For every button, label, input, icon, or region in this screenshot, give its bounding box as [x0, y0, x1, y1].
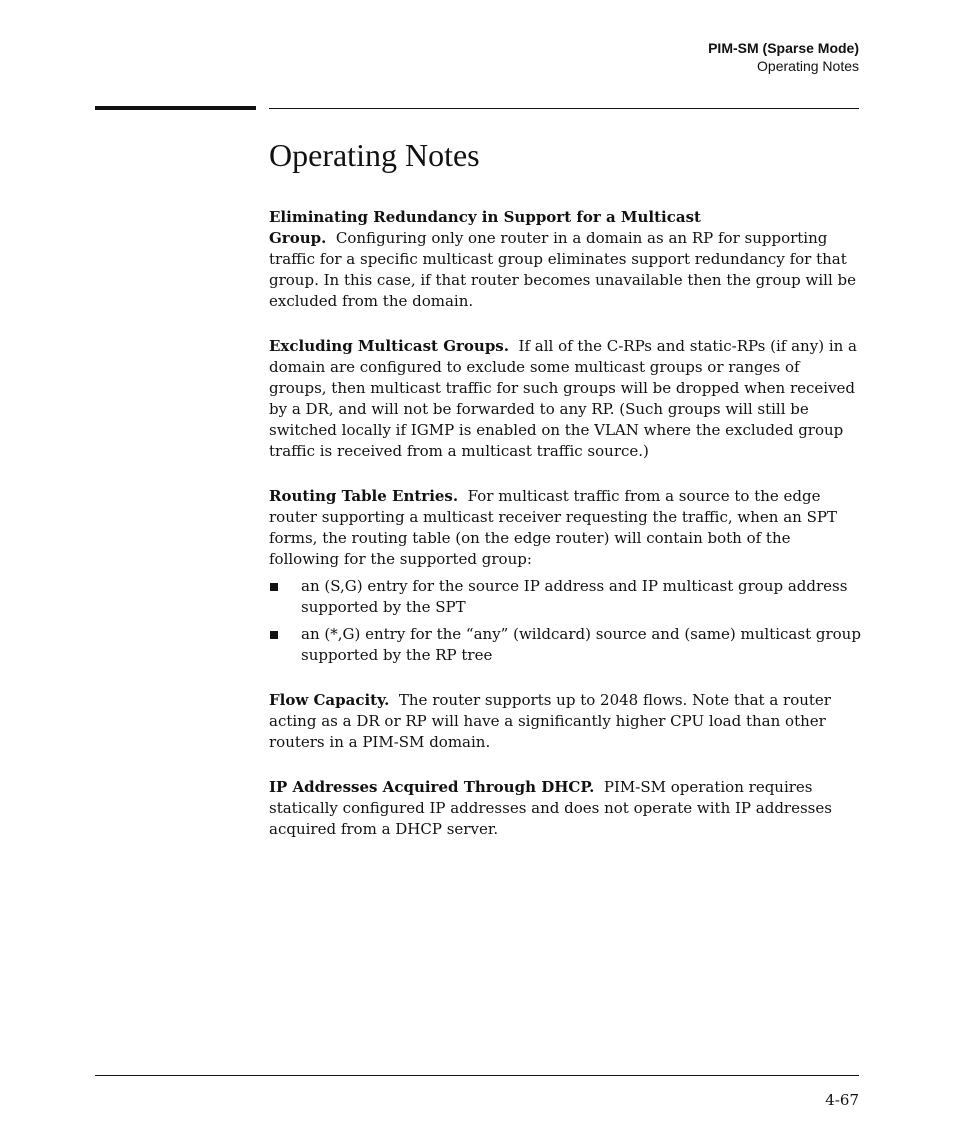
list-item-text: an (*,G) entry for the “any” (wildcard) source and (same) multicast group supported by the RP tree — [301, 625, 861, 664]
list-item-text: an (S,G) entry for the source IP address and IP multicast group address supported by the SPT — [301, 577, 848, 616]
header-rule-thick — [95, 106, 256, 110]
paragraph-text: For multicast traffic from a source to the edge router supporting a multicast receiver requesting the traffic, when an SPT forms, the routing table (on the edge router) will contain both of the following for the supported group: — [269, 487, 837, 568]
footer-rule — [95, 1075, 859, 1076]
paragraph-text: If all of the C-RPs and static-RPs (if any) in a domain are configured to exclude some multicast groups or ranges of groups, then multicast traffic for such groups will be dropped when received by a DR, and will not be forwarded to any RP. (Such groups will still be switched locally if IGMP is enabled on the VLAN where the excluded group traffic is received from a multicast traffic source.) — [269, 337, 857, 460]
paragraph-routing-table-entries — [269, 486, 861, 570]
paragraph-heading: Routing Table Entries. — [269, 487, 459, 505]
paragraph-excluding-groups — [269, 336, 861, 462]
running-header-chapter: PIM-SM (Sparse Mode) — [708, 40, 859, 56]
paragraph-heading: Eliminating Redundancy in Support for a Multicast Group. — [269, 208, 701, 247]
body-content — [269, 207, 861, 864]
list-item — [269, 576, 861, 618]
paragraph-text: Configuring only one router in a domain as an RP for supporting traffic for a specific multicast group eliminates support redundancy for that group. In this case, if that router becomes unavailable then the group will be excluded from the domain. — [269, 229, 856, 310]
list-item — [269, 624, 861, 666]
paragraph-text: PIM-SM operation requires statically configured IP addresses and does not operate with IP addresses acquired from a DHCP server. — [269, 778, 832, 838]
square-bullet-icon — [270, 631, 278, 639]
square-bullet-icon — [270, 583, 278, 591]
paragraph-heading: Flow Capacity. — [269, 691, 390, 709]
paragraph-eliminating-redundancy — [269, 207, 861, 312]
paragraph-heading: IP Addresses Acquired Through DHCP. — [269, 778, 595, 796]
page-number: 4-67 — [825, 1091, 859, 1109]
page-title: Operating Notes — [269, 137, 480, 173]
paragraph-flow-capacity — [269, 690, 861, 753]
header-rule-thin — [269, 108, 859, 109]
paragraph-dhcp-addresses — [269, 777, 861, 840]
paragraph-heading: Excluding Multicast Groups. — [269, 337, 509, 355]
bullet-list — [269, 576, 861, 666]
paragraph-text: The router supports up to 2048 flows. Note that a router acting as a DR or RP will have a significantly higher CPU load than other routers in a PIM-SM domain. — [269, 691, 831, 751]
running-header-section: Operating Notes — [757, 58, 859, 74]
